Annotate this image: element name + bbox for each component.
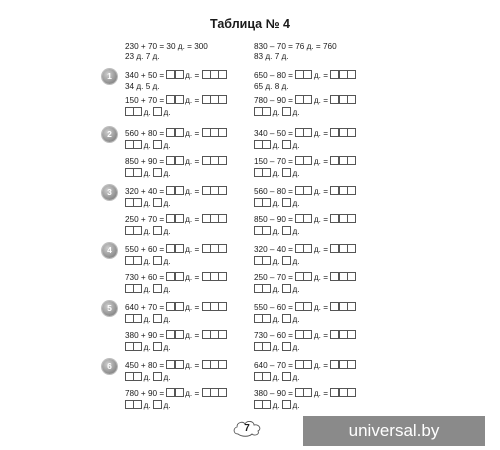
answer-box[interactable] [347,388,356,397]
dec-label: д. [141,227,154,236]
dec-equals-label: д. = [182,71,202,80]
answer-boxes[interactable] [295,214,311,226]
exercise-row [254,388,355,412]
exercise-row [125,128,226,152]
dec-label: д. [290,257,300,266]
answer-boxes[interactable] [153,168,161,180]
exercise-hint-line [125,342,226,354]
answer-boxes[interactable] [330,302,355,314]
dec-equals-label: д. = [182,157,202,166]
exercise-row [254,302,355,326]
answer-box[interactable] [347,330,356,339]
answer-box[interactable] [218,156,227,165]
answer-boxes[interactable] [202,388,227,400]
answer-box[interactable] [218,272,227,281]
dec-equals-label: д. = [311,187,331,196]
answer-boxes[interactable] [330,244,355,256]
answer-boxes[interactable] [330,360,355,372]
exercise-expression: 340 + 50 = [125,71,165,80]
answer-boxes[interactable] [282,284,290,296]
answer-boxes[interactable] [202,70,227,82]
dec-label: д. [161,199,171,208]
dec-label: д. [141,108,154,117]
example-line: 83 д. 7 д. [254,52,289,61]
answer-boxes[interactable] [166,302,182,314]
dec-label: д. [141,199,154,208]
exercise-expression: 550 – 60 = [254,303,293,312]
dec-label: д. [161,315,171,324]
answer-boxes[interactable] [295,360,311,372]
answer-boxes[interactable] [295,388,311,400]
dec-equals-label: д. = [182,303,202,312]
exercise-line [125,302,226,314]
exercise-row [125,302,226,326]
exercise-number-badge: 4 [102,243,117,258]
exercise-expression: 150 + 70 = [125,96,165,105]
dec-label: д. [141,169,154,178]
answer-boxes[interactable] [166,95,182,107]
answer-boxes[interactable] [202,186,227,198]
exercise-expression: 320 + 40 = [125,187,165,196]
answer-box[interactable] [218,214,227,223]
exercise-number-badge: 5 [102,301,117,316]
answer-boxes[interactable] [125,198,141,210]
exercise-number-badge: 1 [102,69,117,84]
answer-box[interactable] [218,70,227,79]
exercise-line [254,70,355,82]
exercise-row [125,388,226,412]
answer-boxes[interactable] [202,128,227,140]
answer-box[interactable] [347,302,356,311]
exercise-expression: 730 – 60 = [254,331,293,340]
exercise-row [125,272,226,296]
answer-boxes[interactable] [295,156,311,168]
exercise-row [125,214,226,238]
dec-label: д. [161,343,171,352]
page-number-label: 7 [244,423,250,434]
exercise-line [125,70,226,82]
exercise-expression: 250 – 70 = [254,273,293,282]
exercise-hint-line [254,168,355,180]
answer-boxes[interactable] [254,342,270,354]
exercise-hint-line [254,284,355,296]
answer-boxes[interactable] [282,256,290,268]
answer-boxes[interactable] [125,107,141,119]
answer-box[interactable] [347,360,356,369]
answer-boxes[interactable] [153,198,161,210]
exercise-hint-line [254,226,355,238]
answer-boxes[interactable] [202,156,227,168]
exercise-hint-line [125,168,226,180]
dec-equals-label: д. = [311,389,331,398]
answer-boxes[interactable] [166,360,182,372]
answer-boxes[interactable] [153,342,161,354]
exercise-row [254,95,355,119]
dec-label: д. [161,373,171,382]
answer-box[interactable] [218,95,227,104]
dec-equals-label: д. = [311,303,331,312]
dec-label: д. [270,257,283,266]
answer-box[interactable] [218,388,227,397]
answer-box[interactable] [347,214,356,223]
exercise-hint-line [125,226,226,238]
exercise-hint-line [125,140,226,152]
answer-boxes[interactable] [166,244,182,256]
exercise-hint-line [254,140,355,152]
answer-boxes[interactable] [166,214,182,226]
answer-boxes[interactable] [153,226,161,238]
answer-boxes[interactable] [282,198,290,210]
dec-equals-label: д. = [182,273,202,282]
dec-label: д. [270,108,283,117]
answer-boxes[interactable] [125,226,141,238]
answer-box[interactable] [218,330,227,339]
answer-boxes[interactable] [166,330,182,342]
exercise-line [125,214,226,226]
answer-boxes[interactable] [125,168,141,180]
exercise-hint-line [254,107,355,119]
answer-box[interactable] [347,70,356,79]
exercise-row [254,360,355,384]
dec-label: д. [290,285,300,294]
exercise-row [254,156,355,180]
answer-boxes[interactable] [282,107,290,119]
exercise-line [254,95,355,107]
answer-boxes[interactable] [202,302,227,314]
exercise-row [125,156,226,180]
dec-label: д. [290,373,300,382]
dec-equals-label: д. = [311,215,331,224]
dec-label: д. [290,343,300,352]
dec-label: д. [270,227,283,236]
dec-label: д. [270,141,283,150]
dec-equals-label: д. = [311,361,331,370]
answer-boxes[interactable] [330,186,355,198]
dec-label: д. [270,343,283,352]
exercise-number-badge: 3 [102,185,117,200]
answer-boxes[interactable] [330,330,355,342]
exercise-line [125,388,226,400]
answer-box[interactable] [347,128,356,137]
answer-boxes[interactable] [254,314,270,326]
exercise-expression: 150 – 70 = [254,157,293,166]
answer-boxes[interactable] [295,70,311,82]
exercise-hint-line [254,372,355,384]
answer-boxes[interactable] [125,256,141,268]
dec-label: д. [290,141,300,150]
dec-label: д. [141,285,154,294]
answer-box[interactable] [347,272,356,281]
exercise-expression: 380 – 90 = [254,389,293,398]
exercise-line [125,128,226,140]
exercise-line [254,388,355,400]
answer-boxes[interactable] [166,128,182,140]
answer-boxes[interactable] [153,140,161,152]
answer-box[interactable] [347,95,356,104]
dec-label: д. [270,373,283,382]
answer-boxes[interactable] [282,314,290,326]
answer-boxes[interactable] [153,256,161,268]
dec-equals-label: д. = [311,245,331,254]
dec-equals-label: д. = [311,71,331,80]
answer-boxes[interactable] [254,198,270,210]
answer-boxes[interactable] [282,140,290,152]
exercise-line [254,244,355,256]
exercise-hint-line [125,107,226,119]
dec-label: д. [270,401,283,410]
answer-boxes[interactable] [166,70,182,82]
answer-boxes[interactable] [282,168,290,180]
answer-boxes[interactable] [254,168,270,180]
dec-label: д. [290,169,300,178]
exercise-hint-line [254,400,355,412]
answer-boxes[interactable] [295,95,311,107]
dec-equals-label: д. = [182,96,202,105]
exercise-expression: 250 + 70 = [125,215,165,224]
exercise-row [125,244,226,268]
answer-boxes[interactable] [125,342,141,354]
exercise-line [125,244,226,256]
dec-label: д. [161,257,171,266]
answer-box[interactable] [218,186,227,195]
answer-boxes[interactable] [254,226,270,238]
answer-boxes[interactable] [295,244,311,256]
answer-boxes[interactable] [295,302,311,314]
answer-boxes[interactable] [295,186,311,198]
answer-box[interactable] [347,156,356,165]
answer-boxes[interactable] [202,272,227,284]
answer-boxes[interactable] [125,400,141,412]
exercise-expression: 380 + 90 = [125,331,165,340]
exercise-line [254,330,355,342]
answer-boxes[interactable] [153,284,161,296]
exercise-hint-line [125,256,226,268]
dec-label: д. [141,141,154,150]
exercise-line [254,272,355,284]
dec-label: д. [141,401,154,410]
dec-equals-label: д. = [311,129,331,138]
dec-label: д. [270,169,283,178]
dec-equals-label: д. = [182,389,202,398]
exercise-number-badge: 2 [102,127,117,142]
answer-boxes[interactable] [153,372,161,384]
dec-label: д. [161,285,171,294]
answer-boxes[interactable] [202,330,227,342]
exercise-hint-line [254,256,355,268]
dec-label: д. [141,315,154,324]
answer-boxes[interactable] [166,388,182,400]
exercise-expression: 650 – 80 = [254,71,293,80]
exercise-line [125,272,226,284]
exercise-hint-line [254,314,355,326]
exercise-row [125,70,226,92]
dec-equals-label: д. = [182,361,202,370]
exercise-row [254,244,355,268]
exercise-line [125,186,226,198]
answer-boxes[interactable] [254,400,270,412]
dec-label: д. [161,141,171,150]
dec-label: д. [290,199,300,208]
exercise-line [254,156,355,168]
dec-label: д. [141,373,154,382]
dec-label: д. [161,401,171,410]
dec-label: д. [141,343,154,352]
exercise-expression: 560 + 80 = [125,129,165,138]
dec-label: д. [290,108,300,117]
dec-label: д. [161,169,171,178]
exercise-expression: 730 + 60 = [125,273,165,282]
answer-boxes[interactable] [330,214,355,226]
exercise-number-badge: 6 [102,359,117,374]
answer-boxes[interactable] [125,314,141,326]
answer-box[interactable] [347,186,356,195]
answer-box[interactable] [218,128,227,137]
exercise-row [125,360,226,384]
dec-label: д. [290,401,300,410]
exercise-line [254,214,355,226]
answer-boxes[interactable] [254,140,270,152]
answer-boxes[interactable] [254,372,270,384]
example-line: 230 + 70 = 30 д. = 300 [125,42,208,51]
dec-label: д. [290,315,300,324]
dec-label: д. [161,227,171,236]
exercise-hint-line [125,314,226,326]
answer-boxes[interactable] [153,314,161,326]
page-number [232,420,262,437]
hint-text: 65 д. 8 д. [254,82,289,91]
answer-boxes[interactable] [282,400,290,412]
answer-box[interactable] [218,302,227,311]
answer-boxes[interactable] [282,342,290,354]
answer-box[interactable] [347,244,356,253]
exercise-expression: 640 – 70 = [254,361,293,370]
exercise-expression: 450 + 80 = [125,361,165,370]
exercise-line [125,156,226,168]
answer-boxes[interactable] [166,186,182,198]
dec-label: д. [270,199,283,208]
example-line: 830 – 70 = 76 д. = 760 [254,42,337,51]
exercise-line [254,186,355,198]
answer-boxes[interactable] [330,156,355,168]
dec-label: д. [141,257,154,266]
exercise-expression: 640 + 70 = [125,303,165,312]
answer-boxes[interactable] [254,107,270,119]
exercise-hint-line [125,198,226,210]
exercise-row [125,186,226,210]
hint-text: 34 д. 5 д. [125,82,160,91]
answer-boxes[interactable] [295,272,311,284]
answer-boxes[interactable] [295,330,311,342]
answer-boxes[interactable] [153,400,161,412]
exercise-hint-line [125,82,226,92]
exercise-line [125,360,226,372]
answer-boxes[interactable] [202,214,227,226]
dec-equals-label: д. = [182,245,202,254]
answer-boxes[interactable] [202,360,227,372]
exercise-line [125,330,226,342]
exercise-row [254,214,355,238]
answer-boxes[interactable] [282,226,290,238]
exercise-expression: 850 + 90 = [125,157,165,166]
example-line: 23 д. 7 д. [125,52,160,61]
exercise-expression: 850 – 90 = [254,215,293,224]
dec-equals-label: д. = [311,273,331,282]
exercise-line [254,302,355,314]
answer-boxes[interactable] [330,128,355,140]
exercise-expression: 340 – 50 = [254,129,293,138]
dec-label: д. [270,315,283,324]
exercise-line [254,360,355,372]
exercise-expression: 550 + 60 = [125,245,165,254]
dec-equals-label: д. = [311,331,331,340]
exercise-expression: 320 – 40 = [254,245,293,254]
exercise-hint-line [254,198,355,210]
exercise-row [254,186,355,210]
answer-box[interactable] [218,360,227,369]
exercise-row [254,128,355,152]
answer-boxes[interactable] [202,95,227,107]
answer-boxes[interactable] [282,372,290,384]
answer-boxes[interactable] [125,140,141,152]
answer-boxes[interactable] [330,272,355,284]
dec-label: д. [290,227,300,236]
answer-boxes[interactable] [166,272,182,284]
dec-equals-label: д. = [182,129,202,138]
dec-equals-label: д. = [182,331,202,340]
exercise-row [254,70,355,92]
dec-equals-label: д. = [311,96,331,105]
exercise-hint-line [125,372,226,384]
exercise-row [125,330,226,354]
answer-boxes[interactable] [254,284,270,296]
dec-label: д. [270,285,283,294]
dec-equals-label: д. = [182,215,202,224]
answer-boxes[interactable] [330,70,355,82]
exercise-row [125,95,226,119]
exercise-row [254,330,355,354]
dec-label: д. [161,108,171,117]
exercise-line [254,128,355,140]
answer-boxes[interactable] [254,256,270,268]
exercise-hint-line [125,284,226,296]
exercise-expression: 560 – 80 = [254,187,293,196]
exercise-hint-line [254,342,355,354]
answer-boxes[interactable] [125,284,141,296]
watermark-badge: universal.by [303,416,485,446]
exercise-expression: 780 + 90 = [125,389,165,398]
exercise-hint-line [254,82,355,92]
answer-boxes[interactable] [295,128,311,140]
exercise-expression: 780 – 90 = [254,96,293,105]
dec-equals-label: д. = [182,187,202,196]
answer-boxes[interactable] [330,95,355,107]
exercise-hint-line [125,400,226,412]
answer-boxes[interactable] [330,388,355,400]
answer-boxes[interactable] [125,372,141,384]
exercise-line [125,95,226,107]
exercise-row [254,272,355,296]
answer-box[interactable] [218,244,227,253]
answer-boxes[interactable] [153,107,161,119]
dec-equals-label: д. = [311,157,331,166]
answer-boxes[interactable] [166,156,182,168]
answer-boxes[interactable] [202,244,227,256]
page-title: Таблица № 4 [210,17,290,31]
